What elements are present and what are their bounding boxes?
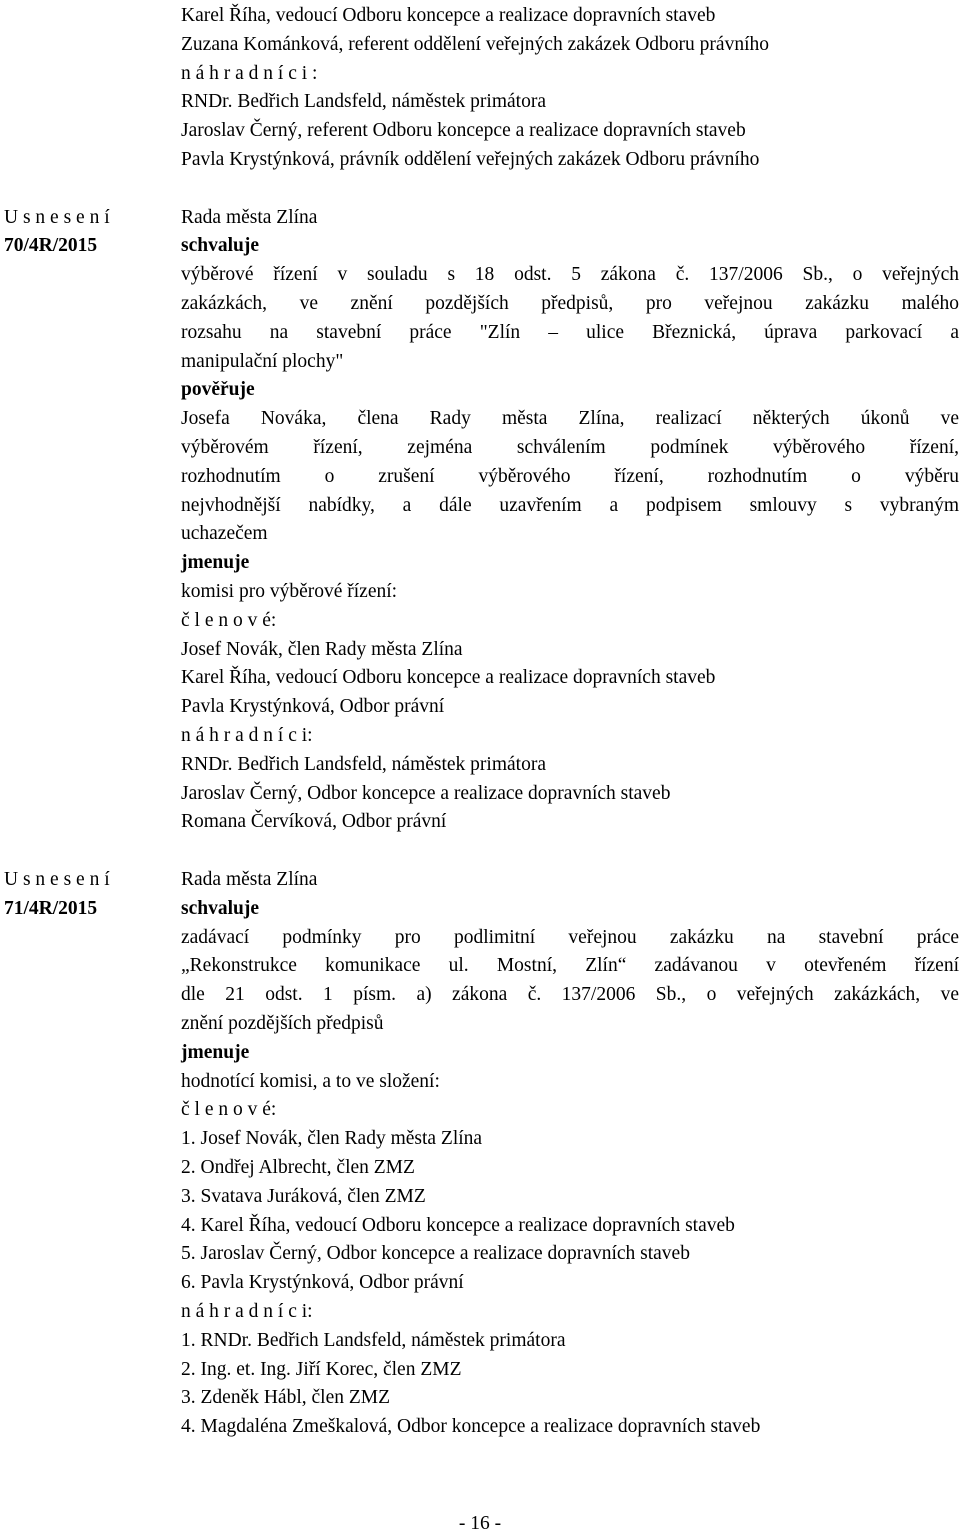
intro-line: Jaroslav Černý, referent Odboru koncepce a realizace dopravních staveb xyxy=(181,120,746,142)
substitute-line: 4. Magdaléna Zmeškalová, Odbor koncepce a realizace dopravních staveb xyxy=(181,1416,761,1438)
member-line: 2. Ondřej Albrecht, člen ZMZ xyxy=(181,1157,415,1178)
resolution-body-line: výběrovém řízení, zejména schválením podmínek výběrového řízení, xyxy=(181,437,959,458)
members-heading: č l e n o v é: xyxy=(181,1099,277,1121)
members-heading: č l e n o v é: xyxy=(181,609,277,631)
resolution-body-line: rozsahu na stavební práce "Zlín – ulice Březnická, úprava parkovací a xyxy=(181,321,959,343)
resolution-body-line: komisi pro výběrové řízení: xyxy=(181,581,398,602)
verb-appoints: jmenuje xyxy=(181,552,250,574)
resolution-body-line: zakázkách, ve znění pozdějších předpisů, pro veřejnou zakázku malého xyxy=(181,293,959,314)
substitute-line: Jaroslav Černý, Odbor koncepce a realizace dopravních staveb xyxy=(181,782,671,804)
resolution-body-line: manipulační plochy" xyxy=(181,350,344,372)
intro-line: Pavla Krystýnková, právník oddělení veřejných zakázek Odboru právního xyxy=(181,149,760,170)
intro-line: Zuzana Kománková, referent oddělení veřejných zakázek Odboru právního xyxy=(181,33,769,55)
resolution-body-line: hodnotící komisi, a to ve složení: xyxy=(181,1070,440,1092)
substitute-line: 3. Zdeněk Hábl, člen ZMZ xyxy=(181,1387,391,1409)
verb-appoints: jmenuje xyxy=(181,1041,250,1063)
page-number: - 16 - xyxy=(458,1513,502,1534)
resolution-label: U s n e s e n í xyxy=(4,869,110,890)
substitute-line: 2. Ing. et. Ing. Jiří Korec, člen ZMZ xyxy=(181,1358,462,1380)
verb-approves: schvaluje xyxy=(181,897,259,919)
intro-heading-substitutes: n á h r a d n í c i : xyxy=(181,62,318,84)
member-line: Pavla Krystýnková, Odbor právní xyxy=(181,696,445,718)
intro-line: Karel Říha, vedoucí Odboru koncepce a realizace dopravních staveb xyxy=(181,5,716,26)
resolution-body-line: výběrové řízení v souladu s 18 odst. 5 zákona č. 137/2006 Sb., o veřejných xyxy=(181,264,959,286)
resolution-body-line: nejvhodnější nabídky, a dále uzavřením a podpisem smlouvy s vybraným xyxy=(181,494,959,516)
resolution-label: U s n e s e n í xyxy=(4,206,110,228)
resolution-body-line: znění pozdějších předpisů xyxy=(181,1013,384,1034)
resolution-body-line: dle 21 odst. 1 písm. a) zákona č. 137/2006 Sb., o veřejných zakázkách, ve xyxy=(181,984,959,1006)
substitute-line: RNDr. Bedřich Landsfeld, náměstek primátora xyxy=(181,753,546,775)
member-line: 1. Josef Novák, člen Rady města Zlína xyxy=(181,1128,483,1150)
member-line: Karel Říha, vedoucí Odboru koncepce a realizace dopravních staveb xyxy=(181,667,716,689)
verb-approves: schvaluje xyxy=(181,235,259,257)
resolution-body-line: zadávací podmínky pro podlimitní veřejnou zakázku na stavební práce xyxy=(181,926,959,948)
substitute-line: Romana Červíková, Odbor právní xyxy=(181,811,447,833)
member-line: Josef Novák, člen Rady města Zlína xyxy=(181,638,463,660)
member-line: 6. Pavla Krystýnková, Odbor právní xyxy=(181,1272,464,1294)
substitutes-heading: n á h r a d n í c i: xyxy=(181,725,313,746)
resolution-body-line: rozhodnutím o zrušení výběrového řízení, rozhodnutím o výběru xyxy=(181,465,959,487)
resolution-body-line: Rada města Zlína xyxy=(181,869,318,890)
verb-authorizes: pověřuje xyxy=(181,379,255,401)
resolution-number: 71/4R/2015 xyxy=(4,897,98,919)
intro-line: RNDr. Bedřich Landsfeld, náměstek primátora xyxy=(181,91,546,113)
resolution-body-line: Josefa Nováka, člena Rady města Zlína, realizací některých úkonů ve xyxy=(181,408,959,430)
resolution-body-line: „Rekonstrukce komunikace ul. Mostní, Zlín“ zadávanou v otevřeném řízení xyxy=(181,955,959,977)
member-line: 5. Jaroslav Černý, Odbor koncepce a realizace dopravních staveb xyxy=(181,1243,690,1265)
resolution-body-line: Rada města Zlína xyxy=(181,206,318,228)
resolution-number: 70/4R/2015 xyxy=(4,235,98,257)
substitute-line: 1. RNDr. Bedřich Landsfeld, náměstek primátora xyxy=(181,1329,566,1351)
resolution-body-line: uchazečem xyxy=(181,523,268,545)
member-line: 4. Karel Říha, vedoucí Odboru koncepce a realizace dopravních staveb xyxy=(181,1214,735,1236)
member-line: 3. Svatava Juráková, člen ZMZ xyxy=(181,1185,426,1207)
substitutes-heading: n á h r a d n í c i: xyxy=(181,1301,313,1322)
